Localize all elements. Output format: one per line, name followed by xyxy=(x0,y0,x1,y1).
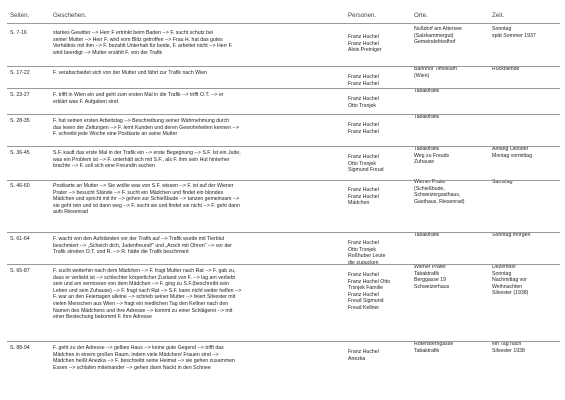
places-line: (Wien) xyxy=(414,72,430,79)
time-line: Weihnachten xyxy=(492,283,523,290)
events-line: S.F. kauft das erste Mal in der Trafik ein --> erste Begegnung --> S.F. Ist ein Jude, xyxy=(53,150,241,156)
events-line: einer Bestechung bekommt F. ihre Adresse xyxy=(53,314,152,321)
time-cell xyxy=(492,341,525,354)
persons-line: Franz Huchel xyxy=(348,187,379,193)
page-range-cell: S. 36-45 xyxy=(10,150,30,156)
persons-line: Franz Huchel xyxy=(348,96,379,102)
persons-line: Freud Kellner xyxy=(348,304,380,311)
places-line: Bahnhof Timelkam xyxy=(414,66,457,72)
time-line: Samstag xyxy=(492,179,513,185)
persons-line: Franz Huchel xyxy=(348,122,379,128)
places-cell xyxy=(414,26,462,46)
events-line: wird beerdigt --> Mutter erzählt F. von der Trafik xyxy=(53,49,163,56)
events-line: starkes Gewitter --> Herr F ertrinkt beim Baden --> F. sucht schutz bei xyxy=(53,30,213,36)
time-line: ein Tag nach xyxy=(492,341,522,347)
persons-line: Franz Huchel xyxy=(348,34,379,40)
row-divider xyxy=(7,232,560,233)
persons-cell xyxy=(348,240,386,266)
persons-line: Freud Sigmund xyxy=(348,298,384,305)
page-range-cell: S. 88-94 xyxy=(10,345,30,351)
persons-line: Franz Huchel xyxy=(348,349,379,355)
row-divider xyxy=(7,66,560,67)
time-line: spät Sommer 1937 xyxy=(492,32,536,39)
persons-line: Franz Huchel xyxy=(348,193,379,200)
time-line: Silvester (1938) xyxy=(492,290,529,297)
events-line: F. verabschiedet sich von der Mutter und fährt zur Trafik nach Wien xyxy=(53,70,207,76)
events-cell xyxy=(53,183,240,216)
persons-line: Otto Trsnjek xyxy=(348,102,376,109)
persons-line: Franz Huchel xyxy=(348,74,379,80)
page-range-cell: S. 17-22 xyxy=(10,70,30,76)
row-divider xyxy=(7,180,560,181)
time-line: Montag vormittag xyxy=(492,152,533,159)
events-line: Mädchen und spricht mit ihr --> gehen zur Schießbude --> tanzen gemeinsam --> xyxy=(53,196,240,203)
events-line: vielen Menschen aus Wien --> fragt ein niedlichen Tag den Kellner nach den xyxy=(53,300,229,307)
events-line: F. war an den Feiertagen alleine --> schrieb seiner Mutter --> feiert Silvester mit xyxy=(53,294,236,301)
header-divider xyxy=(7,23,560,24)
persons-line: Sigmund Freud xyxy=(348,167,384,174)
time-line: Nachmittag vor xyxy=(492,277,527,284)
persons-line: Franz Huchel xyxy=(348,128,379,135)
events-line: was ein Problem ist --> F. unterhält sich mit S.F., als F. ihm sein Hut hinterher xyxy=(53,156,230,163)
table-header xyxy=(0,12,565,23)
time-cell xyxy=(492,146,532,159)
events-cell xyxy=(53,345,235,371)
events-line: Leben und sein Zuhause) --> F. fragt nach Rat --> S.F. kann nicht weiter helfen --> xyxy=(53,287,242,294)
persons-line: Otto Trsnjek xyxy=(348,160,376,167)
row-divider xyxy=(7,114,560,115)
events-line: sie geht rein und ist dann weg --> F. sucht sie und findet sie nicht --> F. geht dann xyxy=(53,202,240,209)
header-personen: Personen. xyxy=(348,12,377,19)
events-line: Essen --> schlafen miteinander --> gehen dann Nackt in den Schnee xyxy=(53,364,211,371)
persons-cell xyxy=(348,74,379,87)
persons-cell xyxy=(348,122,379,135)
time-cell xyxy=(492,26,536,39)
page-range-cell: S. 61-64 xyxy=(10,236,30,242)
places-line: Wiener Prater xyxy=(414,264,446,270)
places-line: Zuhause xyxy=(414,159,435,166)
row-divider xyxy=(7,146,560,147)
persons-line: Trsnjek Familie xyxy=(348,285,383,292)
events-line: erklärt was F. Aufgaben sind xyxy=(53,98,118,105)
events-line: sein und am vermissen von dem Mädchen --> F. ging zu S.F.(beschreibt sein xyxy=(53,281,230,288)
events-line: Postkarte an Mutter --> Sie wollte was von S.F. wissen --> F. ist auf der Wiener xyxy=(53,183,234,189)
persons-line: Franz Huchel xyxy=(348,154,379,160)
row-divider xyxy=(7,341,560,342)
header-orte: Orte. xyxy=(414,12,428,19)
places-cell xyxy=(414,146,449,166)
row-divider xyxy=(7,264,560,265)
header-seiten: Seiten. xyxy=(10,12,30,19)
places-line: Tabaktrafik xyxy=(414,88,440,94)
events-line: das lesen der Zeitungen --> F. lernt Kunden und deren Gewohnheiten kennen --> xyxy=(53,124,240,131)
page-range-cell: S. 23-27 xyxy=(10,92,30,98)
places-line: Tabaktrafik xyxy=(414,232,440,238)
places-cell xyxy=(414,179,464,205)
places-line: Berggasse 19 xyxy=(414,277,447,284)
places-line: Gasthaus, Riesenrad) xyxy=(414,198,465,205)
persons-line: Franz Huchel xyxy=(348,240,379,246)
events-line: F. geht zu der Adresse --> gelbes Haus --> keine gute Gegend --> trifft das xyxy=(53,345,224,351)
persons-line: Alois Preiniger xyxy=(348,47,382,54)
places-line: (Salzkammergut) xyxy=(414,32,454,39)
persons-cell xyxy=(348,187,379,207)
persons-cell xyxy=(348,154,383,174)
persons-line: Franz Huchel xyxy=(348,291,379,298)
persons-cell xyxy=(348,272,390,312)
time-line: Rückblende xyxy=(492,66,520,72)
row-divider xyxy=(7,88,560,89)
places-line: Tabaktrafik xyxy=(414,270,440,277)
persons-line: Franz Huchel Otto xyxy=(348,278,391,285)
events-line: F. trifft in Wien ein und geht zum ersten Mal in die Trafik --> trifft O.T. --> er xyxy=(53,92,224,98)
places-line: Gemeindefriedhof xyxy=(414,39,456,46)
persons-cell xyxy=(348,96,379,109)
events-cell xyxy=(53,150,241,170)
persons-line: Otto Trsnjek xyxy=(348,246,376,253)
events-line: Mädchen heißt Anezka --> F. beschreibt seine Heimat --> sie gehen zusammen xyxy=(53,358,235,365)
persons-line: die zugucken xyxy=(348,259,379,266)
events-cell xyxy=(53,268,241,321)
events-line: brachte --> F. soll sich eine Freundin suchen xyxy=(53,163,155,170)
places-line: Wiener Prater xyxy=(414,179,446,185)
header-geschehen: Geschehen. xyxy=(53,12,87,19)
persons-line: Anezka xyxy=(348,355,366,362)
events-cell xyxy=(53,70,207,77)
events-cell xyxy=(53,30,233,56)
places-line: Weg zu Freuds xyxy=(414,152,450,159)
page-range-cell: S. 46-60 xyxy=(10,183,30,189)
events-cell xyxy=(53,118,239,138)
events-line: beschmiert --> „Scheich dich, Judenfreund!" und „Arsch mit Ohren" --> vor der xyxy=(53,242,232,249)
events-line: F. hat seinen ersten Arbeitstag --> Beschreibung seiner Wahrnehmung durch xyxy=(53,118,230,124)
persons-line: Roßhuber Leute xyxy=(348,253,386,260)
events-line: Mädchen in einem großen Raum, indem viele Mädchen/ Frauen sind --> xyxy=(53,351,219,358)
places-cell xyxy=(414,341,453,354)
time-cell xyxy=(492,264,528,297)
time-line: Anfang Oktober xyxy=(492,146,529,152)
places-cell xyxy=(414,264,449,290)
events-line: Namen des Mädchens und ihre Adresse --> kommt zu einer Schlägerei --> mit xyxy=(53,307,233,314)
persons-line: Franz Huchel xyxy=(348,272,379,278)
time-line: Dezember xyxy=(492,264,516,270)
places-line: Tabaktrafik xyxy=(414,146,440,152)
places-line: (Schießbude, xyxy=(414,185,445,192)
events-line: Trafik streiten O.T. und R. --> R. hätte die Trafik beschmiert xyxy=(53,249,189,256)
page-range-cell: S. 65-87 xyxy=(10,268,30,274)
persons-cell xyxy=(348,349,379,362)
places-line: Tabaktrafik xyxy=(414,347,440,354)
page-range-cell: S. 7-16 xyxy=(10,30,27,36)
time-line: Sonntag morgen xyxy=(492,232,531,238)
events-line: seiner Mutter --> Herr F. wird vom Blitz getroffen --> Frau H. hat das gutes xyxy=(53,36,223,43)
places-line: Tabaktrafik xyxy=(414,114,440,120)
time-line: Sonntag xyxy=(492,270,512,277)
events-cell xyxy=(53,92,223,105)
places-line: Nußdorf am Attersee xyxy=(414,26,462,32)
time-line: Sonntag xyxy=(492,26,512,32)
events-line: F. wacht von den Aufständen vor der Trafik auf --> Trafik wurde mit Tierblut xyxy=(53,236,225,242)
events-line: aufs Riesenrad xyxy=(53,209,88,216)
page-range-cell: S. 28-35 xyxy=(10,118,30,124)
events-line: Prater --> besucht Stände --> F. sucht ein Mädchen und findet ein blondes xyxy=(53,189,224,196)
header-zeit: Zeit. xyxy=(492,12,505,19)
persons-line: Mädchen xyxy=(348,200,370,207)
persons-line: Franz Huchel xyxy=(348,80,379,87)
time-line: Silvester 1938 xyxy=(492,347,525,354)
places-line: Schweizergasthaus, xyxy=(414,192,461,199)
persons-cell xyxy=(348,34,381,54)
events-line: F. schreibt jede Woche eine Postkarte an seine Mutter xyxy=(53,131,178,138)
places-line: Rotensterngasse xyxy=(414,341,454,347)
events-line: dass er verliebt ist --> schlechter körperlicher Zustand von F. --> lag am verliebt xyxy=(53,274,235,281)
places-line: Schweizerhaus xyxy=(414,283,450,290)
persons-line: Franz Huchel xyxy=(348,40,379,47)
events-cell xyxy=(53,236,232,256)
events-line: Verhältnis mit ihm --> F. bezahlt Unterhalt für beide, F. arbeitet nicht --> Herr F. xyxy=(53,43,233,50)
places-cell xyxy=(414,66,457,79)
events-line: F. sucht weiterhin nach dem Mädchen --> F. fragt Mutter nach Rat --> F. gab zu, xyxy=(53,268,236,274)
